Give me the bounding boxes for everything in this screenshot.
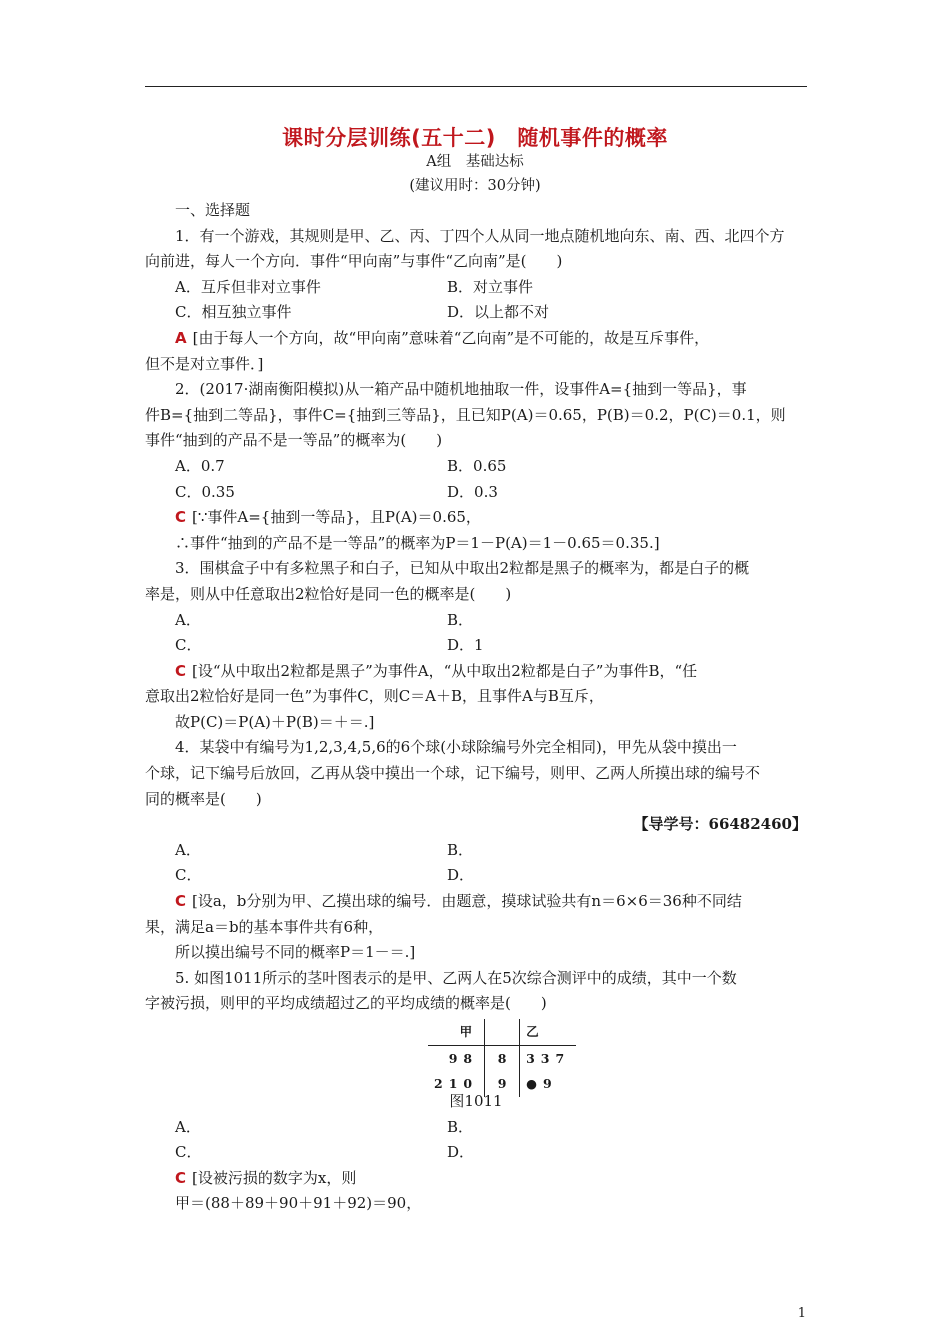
- explanation: 故P(C)＝P(A)＋P(B)＝＋＝.]: [175, 712, 375, 731]
- reference-number: 【导学号：66482460】: [633, 815, 807, 834]
- top-rule: [145, 86, 807, 87]
- right-leaves: 337: [526, 1050, 571, 1066]
- q3-options: [145, 608, 807, 634]
- right-leaves: ●9: [526, 1076, 558, 1092]
- stem-leaf-row: [428, 1071, 576, 1097]
- q4-line: 4．某袋中有编号为1,2,3,4,5,6的6个球(小球除编号外完全相同)，甲先从袋中摸出一: [175, 738, 737, 757]
- option: B．: [447, 610, 474, 629]
- q4-answer: [145, 889, 807, 915]
- option: D．1: [447, 636, 484, 655]
- time-note: (建议用时：30分钟): [409, 178, 541, 194]
- stem-leaf-table: [428, 1019, 576, 1097]
- q1-line: 向前进，每人一个方向．事件“甲向南”与事件“乙向南”是( ): [145, 252, 563, 271]
- option: C．: [175, 1143, 202, 1162]
- explanation: 意取出2粒恰好是同一色”为事件C，则C＝A＋B，且事件A与B互斥，: [145, 687, 604, 706]
- option: D．: [447, 1143, 475, 1162]
- q3-answer: [145, 659, 807, 685]
- option: A．互斥但非对立事件: [175, 277, 321, 296]
- q2-line: 件B={抽到二等品}，事件C={抽到三等品}，且已知P(A)＝0.65，P(B)＝0.2，P(C)＝0.1，则: [145, 405, 786, 424]
- answer-letter: C: [175, 661, 187, 680]
- explanation: [设a，b分别为甲、乙摸出球的编号．由题意，摸球试验共有n＝6×6＝36种不同结: [192, 892, 742, 911]
- option: C．相互独立事件: [175, 303, 292, 322]
- q3-line: 率是，则从中任意取出2粒恰好是同一色的概率是( ): [145, 584, 512, 603]
- q4-line: 同的概率是( ): [145, 789, 262, 808]
- explanation: [设“从中取出2粒都是黑子”为事件A，“从中取出2粒都是白子”为事件B，“任: [192, 661, 698, 680]
- option: B．0.65: [447, 456, 507, 475]
- document-body: [145, 198, 807, 1217]
- figure-caption: 图1011: [449, 1092, 503, 1110]
- q1-options: [145, 275, 807, 301]
- q2-options: [145, 454, 807, 480]
- stem: 9: [485, 1071, 520, 1097]
- left-leaves: 210: [434, 1076, 479, 1092]
- q2-options: [145, 480, 807, 506]
- q4-options: [145, 838, 807, 864]
- q2-answer: [145, 505, 807, 531]
- explanation: [由于每人一个方向，故“甲向南”意味着“乙向南”是不可能的，故是互斥事件，: [192, 328, 710, 347]
- stem-leaf-plot: [145, 1019, 807, 1092]
- stem-leaf-row: [428, 1045, 576, 1071]
- option: A．: [175, 610, 201, 629]
- q2-line: 事件“抽到的产品不是一等品”的概率为( ): [145, 431, 443, 450]
- option: D．以上都不对: [447, 303, 550, 322]
- option: C．: [175, 866, 202, 885]
- q1-options: [145, 300, 807, 326]
- option: C．0.35: [175, 482, 235, 501]
- option: B．对立事件: [447, 277, 534, 296]
- page-title: 课时分层训练(五十二) 随机事件的概率: [282, 126, 668, 150]
- q5-line: 5. 如图1011所示的茎叶图表示的是甲、乙两人在5次综合测评中的成绩，其中一个数: [175, 968, 737, 987]
- section-heading: 一、选择题: [175, 201, 251, 219]
- right-head: 乙: [520, 1019, 577, 1045]
- q2-line: 2．(2017·湖南衡阳模拟)从一箱产品中随机地抽取一件，设事件A={抽到一等品}，事: [175, 380, 747, 399]
- q1-line: 1．有一个游戏，其规则是甲、乙、丙、丁四个人从同一地点随机地向东、南、西、北四个方: [175, 226, 785, 245]
- q4-options: [145, 863, 807, 889]
- q4-line: 个球，记下编号后放回，乙再从袋中摸出一个球，记下编号，则甲、乙两人所摸出球的编号不: [145, 764, 761, 783]
- answer-letter: C: [175, 892, 187, 911]
- q3-options: [145, 633, 807, 659]
- option: B．: [447, 1117, 474, 1136]
- left-head: 甲: [428, 1019, 485, 1045]
- explanation: [∵事件A={抽到一等品}，且P(A)＝0.65，: [192, 508, 481, 527]
- answer-letter: A: [175, 328, 187, 347]
- option: A．: [175, 840, 201, 859]
- page-number: 1: [797, 1306, 806, 1321]
- option: A．0.7: [175, 456, 225, 475]
- explanation: [设被污损的数字为x，则: [192, 1168, 357, 1187]
- stem-leaf-header: [428, 1019, 576, 1045]
- q1-answer: [145, 326, 807, 352]
- q5-answer: [145, 1166, 807, 1192]
- answer-letter: C: [175, 508, 187, 527]
- explanation: 甲＝(88＋89＋90＋91＋92)＝90，: [175, 1194, 422, 1213]
- group-label: A组 基础达标: [426, 154, 524, 170]
- option: C．: [175, 636, 202, 655]
- explanation: 果，满足a＝b的基本事件共有6种，: [145, 917, 384, 936]
- explanation: ∴事件“抽到的产品不是一等品”的概率为P＝1－P(A)＝1－0.65＝0.35.]: [175, 533, 660, 552]
- q5-options: [145, 1115, 807, 1141]
- stem-head: [485, 1019, 520, 1045]
- option: D．0.3: [447, 482, 498, 501]
- q3-line: 3．围棋盒子中有多粒黑子和白子，已知从中取出2粒都是黑子的概率为，都是白子的概: [175, 559, 750, 578]
- q5-line: 字被污损，则甲的平均成绩超过乙的平均成绩的概率是( ): [145, 994, 547, 1013]
- option: B．: [447, 840, 474, 859]
- option: A．: [175, 1117, 201, 1136]
- option: D．: [447, 866, 475, 885]
- answer-letter: C: [175, 1168, 187, 1187]
- explanation: 所以摸出编号不同的概率P＝1－＝.]: [175, 943, 416, 962]
- left-leaves: 98: [448, 1050, 479, 1066]
- explanation: 但不是对立事件．]: [145, 354, 264, 373]
- stem: 8: [485, 1045, 520, 1071]
- q5-options: [145, 1140, 807, 1166]
